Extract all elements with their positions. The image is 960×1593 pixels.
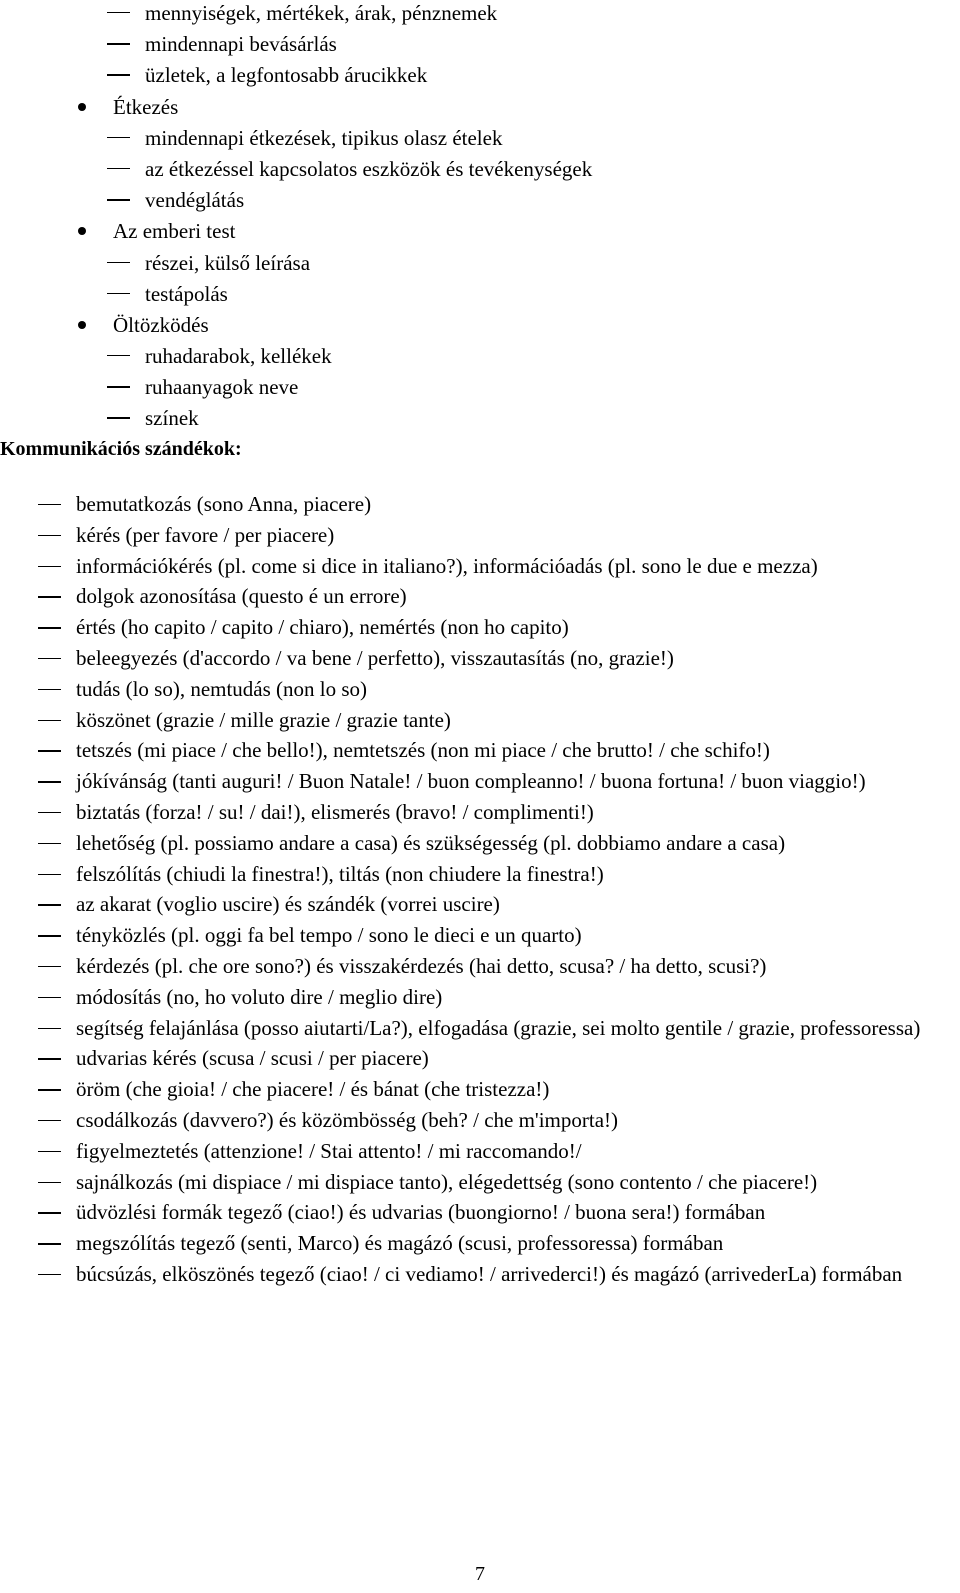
dash-icon — [38, 1028, 61, 1029]
list-item: üdvözlési formák tegező (ciao!) és udvarias (buongiorno! / buona sera!) formában — [0, 1198, 960, 1228]
dash-icon — [38, 658, 61, 659]
list-item: részei, külső leírása — [0, 250, 960, 281]
list-item: kérés (per favore / per piacere) — [0, 521, 960, 551]
dash-icon — [107, 199, 130, 200]
dash-icon — [38, 627, 61, 628]
dash-icon — [38, 874, 61, 875]
list-item: értés (ho capito / capito / chiaro), nemértés (non ho capito) — [0, 613, 960, 643]
list-item: udvarias kérés (scusa / scusi / per piacere) — [0, 1044, 960, 1074]
list-item: öröm (che gioia! / che piacere! / és bánat (che tristezza!) — [0, 1075, 960, 1105]
dash-icon — [38, 1274, 61, 1275]
list-item: az akarat (voglio uscire) és szándék (vorrei uscire) — [0, 890, 960, 920]
list-item: búcsúzás, elköszönés tegező (ciao! / ci vediamo! / arrivederci!) és magázó (arrivederLa) formában — [0, 1260, 960, 1290]
list-item: tudás (lo so), nemtudás (non lo so) — [0, 675, 960, 705]
dash-icon — [38, 1120, 61, 1121]
dash-icon — [38, 750, 61, 751]
list-item: színek — [0, 405, 960, 436]
dash-icon — [38, 1058, 61, 1059]
list-item: mindennapi bevásárlás — [0, 31, 960, 62]
list-item: megszólítás tegező (senti, Marco) és magázó (scusi, professoressa) formában — [0, 1229, 960, 1259]
list-item: módosítás (no, ho voluto dire / meglio dire) — [0, 983, 960, 1013]
list-item: Öltözködés — [0, 312, 960, 343]
dash-icon — [107, 386, 130, 387]
dash-icon — [38, 935, 61, 936]
list-item: beleegyezés (d'accordo / va bene / perfetto), visszautasítás (no, grazie!) — [0, 644, 960, 674]
dash-icon — [38, 535, 61, 536]
dash-icon — [38, 1212, 61, 1213]
list-item: dolgok azonosítása (questo é un errore) — [0, 582, 960, 612]
list-item: tetszés (mi piace / che bello!), nemtetszés (non mi piace / che brutto! / che schifo!) — [0, 736, 960, 766]
dash-icon — [38, 812, 61, 813]
list-item: sajnálkozás (mi dispiace / mi dispiace tanto), elégedettség (sono contento / che piacere!) — [0, 1168, 960, 1198]
list-item: ruhaanyagok neve — [0, 374, 960, 405]
list-item: Az emberi test — [0, 218, 960, 249]
dash-icon — [107, 293, 130, 294]
dash-icon — [38, 781, 61, 782]
dash-icon — [38, 504, 61, 505]
dash-icon — [38, 566, 61, 567]
list-item: csodálkozás (davvero?) és közömbösség (beh? / che m'importa!) — [0, 1106, 960, 1136]
list-item: tényközlés (pl. oggi fa bel tempo / sono le dieci e un quarto) — [0, 921, 960, 951]
list-item: segítség felajánlása (posso aiutarti/La?), elfogadása (grazie, sei molto gentile / grazie, professoressa) — [0, 1014, 960, 1044]
list-item: Étkezés — [0, 94, 960, 125]
list-item: ruhadarabok, kellékek — [0, 343, 960, 374]
dash-icon — [107, 137, 130, 138]
dash-icon — [38, 904, 61, 905]
dash-icon — [107, 355, 130, 356]
dash-icon — [38, 1151, 61, 1152]
list-item: mindennapi étkezések, tipikus olasz ételek — [0, 125, 960, 156]
dash-icon — [38, 966, 61, 967]
page-number: 7 — [475, 1563, 485, 1585]
communication-list — [0, 490, 960, 1291]
topic-list — [0, 0, 960, 437]
dash-icon — [38, 1182, 61, 1183]
dash-icon — [38, 720, 61, 721]
bullet-icon — [78, 227, 86, 235]
dash-icon — [38, 596, 61, 597]
list-item: információkérés (pl. come si dice in italiano?), információadás (pl. sono le due e mezza) — [0, 552, 960, 582]
dash-icon — [38, 1089, 61, 1090]
dash-icon — [38, 997, 61, 998]
list-item: vendéglátás — [0, 187, 960, 218]
list-item: felszólítás (chiudi la finestra!), tiltás (non chiudere la finestra!) — [0, 860, 960, 890]
bullet-icon — [78, 103, 86, 111]
dash-icon — [107, 417, 130, 418]
section-heading: Kommunikációs szándékok: — [0, 438, 242, 460]
dash-icon — [107, 262, 130, 263]
list-item: figyelmeztetés (attenzione! / Stai attento! / mi raccomando!/ — [0, 1137, 960, 1167]
list-item: biztatás (forza! / su! / dai!), elismerés (bravo! / complimenti!) — [0, 798, 960, 828]
dash-icon — [107, 74, 130, 75]
bullet-icon — [78, 321, 86, 329]
dash-icon — [107, 12, 130, 13]
list-item: mennyiségek, mértékek, árak, pénznemek — [0, 0, 960, 31]
list-item: köszönet (grazie / mille grazie / grazie tante) — [0, 706, 960, 736]
dash-icon — [107, 43, 130, 44]
dash-icon — [107, 168, 130, 169]
list-item: az étkezéssel kapcsolatos eszközök és tevékenységek — [0, 156, 960, 187]
dash-icon — [38, 1243, 61, 1244]
list-item: testápolás — [0, 281, 960, 312]
list-item: lehetőség (pl. possiamo andare a casa) és szükségesség (pl. dobbiamo andare a casa) — [0, 829, 960, 859]
list-item: jókívánság (tanti auguri! / Buon Natale! / buon compleanno! / buona fortuna! / buon viaggio!) — [0, 767, 960, 797]
dash-icon — [38, 843, 61, 844]
list-item: üzletek, a legfontosabb árucikkek — [0, 62, 960, 93]
list-item: bemutatkozás (sono Anna, piacere) — [0, 490, 960, 520]
dash-icon — [38, 689, 61, 690]
list-item: kérdezés (pl. che ore sono?) és visszakérdezés (hai detto, scusa? / ha detto, scusi?) — [0, 952, 960, 982]
